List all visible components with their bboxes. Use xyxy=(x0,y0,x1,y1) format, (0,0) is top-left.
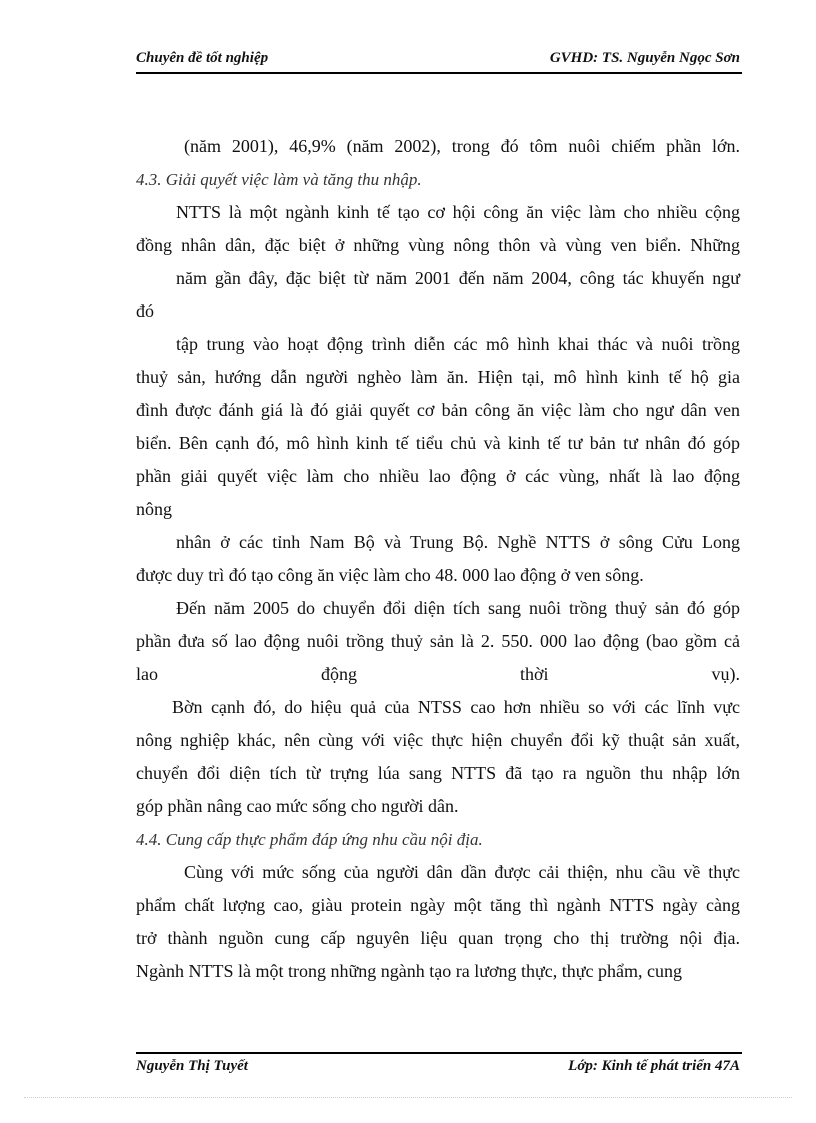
text-line: góp phần nâng cao mức sống cho người dân. xyxy=(136,796,459,816)
text-line: chuyển đổi diện tích từ trựng lúa sang NTTS đã tạo ra nguồn thu nhập lớn xyxy=(136,763,740,783)
body-text xyxy=(136,130,740,988)
section-heading-4-4: 4.4. Cung cấp thực phẩm đáp ứng nhu cầu nội địa. xyxy=(136,830,483,849)
text-line: Đến năm 2005 do chuyển đổi diện tích sang nuôi trồng thuỷ sản đó góp xyxy=(176,598,740,618)
text-line: Ngành NTTS là một trong những ngành tạo ra lương thực, thực phẩm, cung xyxy=(136,961,682,981)
footer-author: Nguyễn Thị Tuyết xyxy=(136,1058,248,1074)
text-line: đình được đánh giá là đó giải quyết cơ bản công ăn việc làm cho ngư dân ven xyxy=(136,400,740,420)
header-title: Chuyên đề tốt nghiệp xyxy=(136,50,269,66)
text-line: năm gần đây, đặc biệt từ năm 2001 đến năm 2004, công tác khuyến ngư xyxy=(176,268,740,288)
text-line: đó xyxy=(136,301,154,321)
text-line: Cùng với mức sống của người dân dần được cải thiện, nhu cầu về thực xyxy=(184,862,740,882)
section-heading-4-3: 4.3. Giải quyết việc làm và tăng thu nhập. xyxy=(136,170,422,189)
text-line: phần đưa số lao động nuôi trồng thuỷ sản là 2. 550. 000 lao động (bao gồm cả xyxy=(136,631,740,651)
text-line: biển. Bên cạnh đó, mô hình kinh tế tiểu chủ và kinh tế tư bản tư nhân đó góp xyxy=(136,433,740,453)
header-advisor: GVHD: TS. Nguyễn Ngọc Sơn xyxy=(549,50,740,66)
text-line: nhân ở các tỉnh Nam Bộ và Trung Bộ. Nghề NTTS ở sông Cửu Long xyxy=(176,532,740,552)
text-line: Bờn cạnh đó, do hiệu quả của NTSS cao hơn nhiều so với các lĩnh vực xyxy=(172,697,740,717)
text-line: lao động thời vụ). xyxy=(136,664,740,684)
text-line: tập trung vào hoạt động trình diễn các mô hình khai thác và nuôi trồng xyxy=(176,334,740,354)
text-line: phần giải quyết việc làm cho nhiều lao động ở các vùng, nhất là lao động xyxy=(136,466,740,486)
page-bottom-divider xyxy=(24,1097,792,1098)
text-line: được duy trì đó tạo công ăn việc làm cho 48. 000 lao động ở ven sông. xyxy=(136,565,644,585)
text-line: NTTS là một ngành kinh tế tạo cơ hội công ăn việc làm cho nhiều cộng xyxy=(176,202,740,222)
footer-class: Lớp: Kinh tế phát triển 47A xyxy=(568,1058,740,1074)
text-line: nông xyxy=(136,499,172,519)
text-line: nông nghiệp khác, nên cùng với việc thực hiện chuyển đổi kỹ thuật sản xuất, xyxy=(136,730,740,750)
header-rule xyxy=(136,72,742,74)
footer-rule xyxy=(136,1052,742,1054)
text-line: đồng nhân dân, đặc biệt ở những vùng nông thôn và vùng ven biển. Những xyxy=(136,235,740,255)
text-line: phẩm chất lượng cao, giàu protein ngày một tăng thì ngành NTTS ngày càng xyxy=(136,895,740,915)
text-line: trở thành nguồn cung cấp nguyên liệu quan trọng cho thị trường nội địa. xyxy=(136,928,740,948)
text-line: thuỷ sản, hướng dẫn người nghèo làm ăn. Hiện tại, mô hình kinh tế hộ gia xyxy=(136,367,740,387)
text-line: (năm 2001), 46,9% (năm 2002), trong đó tôm nuôi chiếm phần lớn. xyxy=(184,136,740,156)
